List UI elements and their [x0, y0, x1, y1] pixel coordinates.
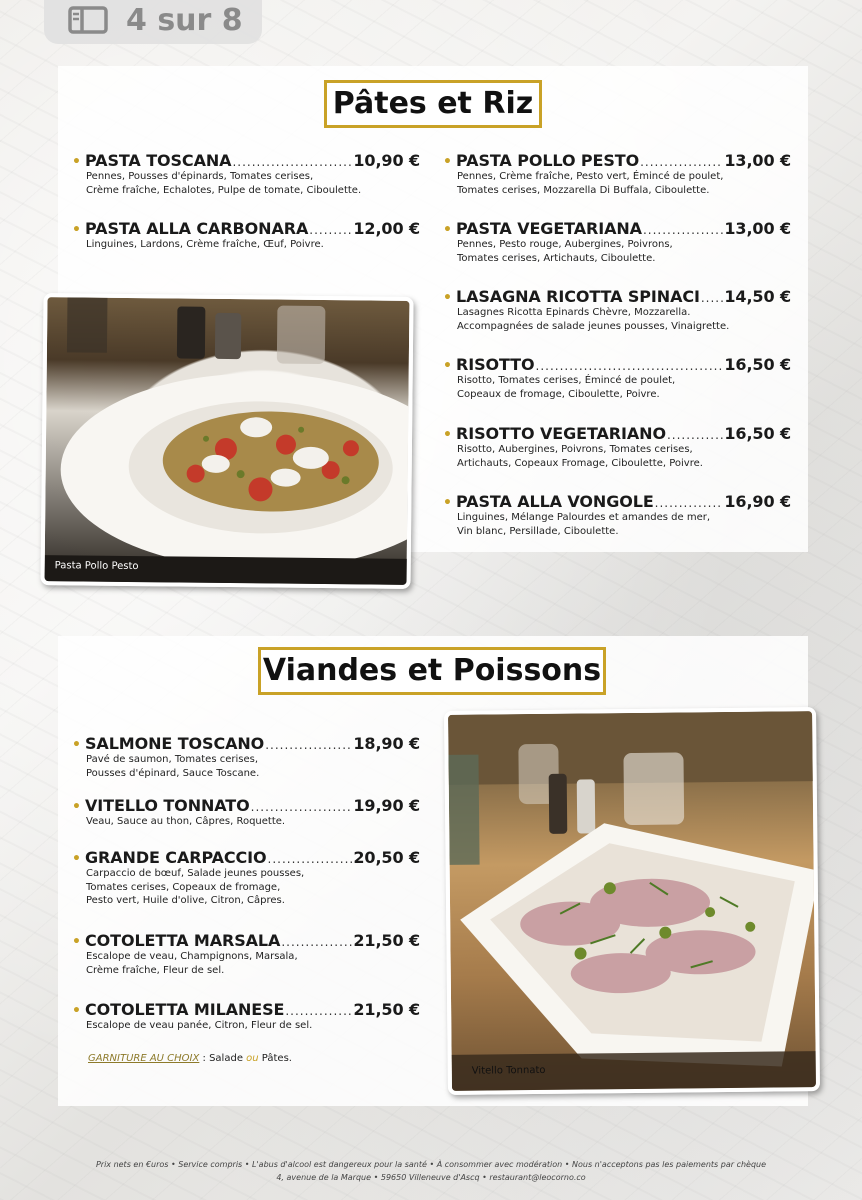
menu-item-line: [72, 1000, 420, 1019]
menu-item-leader: [655, 496, 724, 510]
garniture-label: GARNITURE AU CHOIX: [88, 1053, 200, 1064]
section-title-pasta: Pâtes et Riz: [324, 80, 542, 128]
menu-item-line: [72, 931, 420, 950]
menu-item-line: [443, 219, 791, 238]
bullet-icon: •: [443, 427, 452, 443]
menu-item: [72, 796, 420, 829]
menu-item: [443, 492, 791, 538]
pasta-dish-illustration: [44, 297, 413, 589]
menu-item-leader: [281, 935, 352, 949]
bullet-icon: •: [72, 154, 81, 170]
menu-item-name: PASTA POLLO PESTO: [456, 151, 640, 170]
menu-item-description: Risotto, Aubergines, Poivrons, Tomates cerises, Artichauts, Copeaux Fromage, Ciboulette, Poivre.: [457, 444, 703, 469]
bullet-icon: •: [443, 495, 452, 511]
menu-item-name: VITELLO TONNATO: [85, 796, 250, 815]
menu-item-leader: [640, 155, 723, 169]
bullet-icon: •: [443, 154, 452, 170]
menu-item-line: [72, 734, 420, 753]
menu-item-line: [443, 424, 791, 443]
garniture-or: ou: [246, 1053, 259, 1064]
menu-item-name: SALMONE TOSCANO: [85, 734, 265, 753]
menu-item-name: LASAGNA RICOTTA SPINACI: [456, 287, 700, 306]
menu-item-price: 21,50 €: [353, 931, 420, 950]
photo-caption-pasta: Pasta Pollo Pesto: [54, 560, 139, 573]
menu-item-line: [72, 151, 420, 170]
menu-item-line: [443, 287, 791, 306]
menu-item-line: [443, 355, 791, 374]
menu-item-price: 16,50 €: [724, 355, 791, 374]
menu-item-leader: [265, 738, 352, 752]
bullet-icon: •: [72, 1003, 81, 1019]
section-title-meat: Viandes et Poissons: [258, 647, 606, 695]
menu-item-price: 21,50 €: [353, 1000, 420, 1019]
garniture-line: [88, 1053, 292, 1064]
menu-item-description: Pennes, Pesto rouge, Aubergines, Poivrons, Tomates cerises, Artichauts, Ciboulette.: [457, 239, 673, 264]
menu-item: [72, 734, 420, 780]
sidebar-toggle-icon[interactable]: [68, 6, 108, 34]
menu-item-name: PASTA ALLA VONGOLE: [456, 492, 654, 511]
menu-item-name: PASTA TOSCANA: [85, 151, 232, 170]
photo-pasta-pollo-pesto: [40, 293, 413, 589]
menu-item: [443, 424, 791, 470]
menu-item-description: Linguines, Lardons, Crème fraîche, Œuf, Poivre.: [86, 239, 324, 250]
photo-vitello-tonnato: [444, 707, 820, 1095]
menu-item: [72, 1000, 420, 1033]
vitello-dish-illustration: [448, 711, 820, 1095]
menu-item-leader: [232, 155, 352, 169]
photo-caption-vitello: Vitello Tonnato: [471, 1064, 546, 1077]
menu-item-name: RISOTTO VEGETARIANO: [456, 424, 666, 443]
menu-item-name: PASTA VEGETARIANA: [456, 219, 642, 238]
menu-item-price: 13,00 €: [724, 219, 791, 238]
menu-item-price: 18,90 €: [353, 734, 420, 753]
menu-item-description: Lasagnes Ricotta Epinards Chèvre, Mozzarella. Accompagnées de salade jeunes pousses, Vinaigrette.: [457, 307, 730, 332]
menu-item-description: Linguines, Mélange Palourdes et amandes de mer, Vin blanc, Persillade, Ciboulette.: [457, 512, 711, 537]
footer-line-1: Prix nets en €uros • Service compris • L'abus d'alcool est dangereux pour la santé • À consommer avec modération • Nous n'acceptons pas les paiements par chèque: [95, 1160, 767, 1169]
menu-item: [72, 219, 420, 252]
garniture-end: Pâtes.: [258, 1053, 292, 1064]
menu-item: [443, 287, 791, 333]
menu-item-leader: [643, 223, 723, 237]
menu-item: [443, 151, 791, 197]
bullet-icon: •: [72, 222, 81, 238]
menu-item-leader: [667, 428, 723, 442]
menu-item-price: 13,00 €: [724, 151, 791, 170]
menu-item-description: Pennes, Crème fraîche, Pesto vert, Émincé de poulet, Tomates cerises, Mozzarella Di Buffala, Ciboulette.: [457, 171, 724, 196]
menu-item-line: [72, 848, 420, 867]
footer-line-2: 4, avenue de la Marque • 59650 Villeneuve d'Ascq • restaurant@leocorno.co: [276, 1173, 586, 1182]
page-counter-chip[interactable]: [44, 0, 262, 44]
garniture-sep: : Salade: [199, 1053, 247, 1064]
menu-item-leader: [701, 291, 724, 305]
menu-item-price: 20,50 €: [353, 848, 420, 867]
bullet-icon: •: [72, 851, 81, 867]
menu-item-leader: [536, 359, 724, 373]
bullet-icon: •: [443, 222, 452, 238]
menu-item-leader: [251, 800, 353, 814]
menu-item-line: [443, 151, 791, 170]
menu-item-description: Pennes, Pousses d'épinards, Tomates cerises, Crème fraîche, Echalotes, Pulpe de tomate, Ciboulette.: [86, 171, 362, 196]
menu-item-description: Veau, Sauce au thon, Câpres, Roquette.: [86, 816, 286, 827]
bullet-icon: •: [443, 358, 452, 374]
menu-item-line: [72, 219, 420, 238]
menu-item: [443, 219, 791, 265]
menu-item-name: COTOLETTA MARSALA: [85, 931, 281, 950]
page-counter-label: 4 sur 8: [126, 2, 243, 38]
bullet-icon: •: [72, 737, 81, 753]
menu-item-price: 16,90 €: [724, 492, 791, 511]
menu-item-description: Escalope de veau panée, Citron, Fleur de sel.: [86, 1020, 313, 1031]
menu-item-description: Pavé de saumon, Tomates cerises, Pousses d'épinard, Sauce Toscane.: [86, 754, 260, 779]
menu-item: [443, 355, 791, 401]
menu-item-price: 19,90 €: [353, 796, 420, 815]
menu-item-leader: [309, 223, 352, 237]
bullet-icon: •: [443, 290, 452, 306]
menu-item-line: [72, 796, 420, 815]
bullet-icon: •: [72, 934, 81, 950]
menu-item-name: RISOTTO: [456, 355, 535, 374]
menu-item: [72, 931, 420, 977]
menu-item-price: 12,00 €: [353, 219, 420, 238]
menu-item-price: 14,50 €: [724, 287, 791, 306]
menu-item: [72, 848, 420, 908]
menu-item-description: Escalope de veau, Champignons, Marsala, Crème fraîche, Fleur de sel.: [86, 951, 298, 976]
menu-item-description: Carpaccio de bœuf, Salade jeunes pousses, Tomates cerises, Copeaux de fromage, Pesto vert, Huile d'olive, Citron, Câpres.: [86, 868, 305, 906]
menu-item-name: PASTA ALLA CARBONARA: [85, 219, 309, 238]
menu-item-leader: [285, 1004, 352, 1018]
menu-item: [72, 151, 420, 197]
bullet-icon: •: [72, 799, 81, 815]
menu-item-description: Risotto, Tomates cerises, Émincé de poulet, Copeaux de fromage, Ciboulette, Poivre.: [457, 375, 676, 400]
menu-item-price: 10,90 €: [353, 151, 420, 170]
menu-item-name: GRANDE CARPACCIO: [85, 848, 267, 867]
menu-item-name: COTOLETTA MILANESE: [85, 1000, 285, 1019]
menu-item-leader: [268, 852, 353, 866]
menu-item-line: [443, 492, 791, 511]
menu-item-price: 16,50 €: [724, 424, 791, 443]
